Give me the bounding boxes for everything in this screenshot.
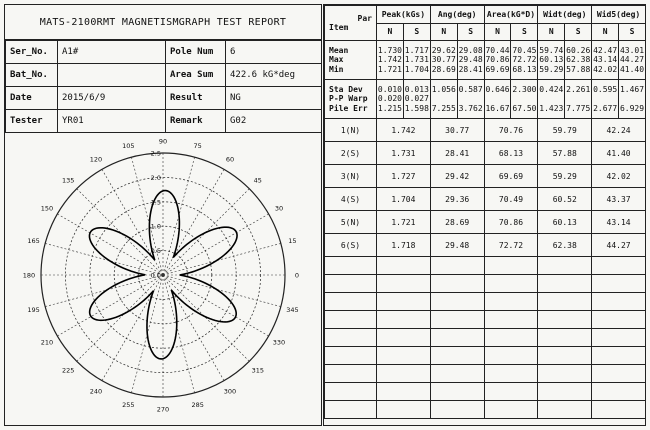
empty-cell: [592, 401, 646, 419]
s-header: S: [619, 23, 646, 41]
empty-cell: [592, 293, 646, 311]
empty-cell: [325, 329, 377, 347]
stat-value: 16.67: [485, 103, 510, 113]
pole-item: 3(N): [325, 165, 377, 188]
info-value: [58, 64, 166, 87]
info-value: 6: [226, 41, 322, 64]
stats-labels: [325, 80, 377, 119]
angle-label: 195: [27, 306, 40, 315]
angle-label: 90: [158, 137, 168, 146]
pole-widt: 60.13: [538, 211, 592, 234]
stat-label: Max: [329, 55, 344, 65]
angle-label: 75: [193, 142, 202, 151]
info-label: Tester: [6, 110, 58, 133]
angle-label: 30: [274, 204, 284, 213]
info-value: YR01: [58, 110, 166, 133]
column-header: Wid5(deg): [592, 6, 646, 24]
pole-peak: 1.727: [377, 165, 431, 188]
empty-row: [325, 275, 646, 293]
pole-ang: 29.42: [430, 165, 484, 188]
pole-ang: 29.48: [430, 234, 484, 257]
info-label: Remark: [166, 110, 226, 133]
par-item-header: [325, 6, 377, 41]
column-header: Area(kG*D): [484, 6, 538, 24]
stats-row-mean-max-min: [325, 41, 646, 80]
stat-value: 1.598: [404, 103, 429, 113]
pole-area: 70.49: [484, 188, 538, 211]
angle-label: 210: [40, 338, 54, 347]
stat-value: 1.704: [404, 64, 429, 74]
empty-cell: [325, 365, 377, 383]
pole-peak: 1.742: [377, 119, 431, 142]
stat-value: 29.48: [458, 55, 483, 65]
empty-cell: [592, 383, 646, 401]
stat-label: Min: [329, 64, 344, 74]
stat-cell: [592, 41, 619, 80]
stat-cell: [430, 80, 457, 119]
stat-value: [592, 94, 618, 104]
info-value: 422.6 kG*deg: [226, 64, 322, 87]
empty-row: [325, 329, 646, 347]
angle-label: 150: [40, 204, 54, 213]
stat-value: 28.69: [431, 64, 456, 74]
info-row: [6, 64, 322, 87]
stat-value: 44.27: [619, 55, 645, 65]
stat-value: [431, 94, 457, 104]
n-header: N: [377, 23, 404, 41]
stat-value: 59.29: [539, 64, 564, 74]
radial-tick-label: 1.5: [150, 198, 161, 207]
info-label: Pole Num: [166, 41, 226, 64]
empty-cell: [377, 293, 431, 311]
stat-cell: [403, 80, 430, 119]
empty-cell: [484, 329, 538, 347]
stat-value: 0.013: [404, 84, 429, 94]
angle-label: 135: [61, 176, 75, 185]
pole-wid5: 41.40: [592, 142, 646, 165]
pole-peak: 1.718: [377, 234, 431, 257]
pole-area: 68.13: [484, 142, 538, 165]
angle-label: 120: [89, 155, 103, 164]
empty-cell: [325, 401, 377, 419]
pole-area: 70.76: [484, 119, 538, 142]
pole-wid5: 43.37: [592, 188, 646, 211]
info-label: Ser_No.: [6, 41, 58, 64]
polar-spoke: [163, 243, 281, 275]
pole-ang: 28.69: [430, 211, 484, 234]
radial-tick-label: 0.0: [150, 271, 161, 280]
polar-spoke: [163, 275, 269, 336]
empty-cell: [538, 401, 592, 419]
pole-peak: 1.731: [377, 142, 431, 165]
stat-value: 1.731: [404, 55, 429, 65]
polar-chart-area: [5, 126, 321, 425]
pole-peak: 1.704: [377, 188, 431, 211]
empty-cell: [484, 311, 538, 329]
pole-row: [325, 142, 646, 165]
stat-cell: [457, 41, 484, 80]
radial-tick-label: 2.5: [150, 149, 161, 158]
stat-cell: [430, 41, 457, 80]
empty-cell: [377, 383, 431, 401]
par-label: Par: [357, 14, 372, 23]
stat-value: 60.26: [566, 45, 591, 55]
stat-value: [485, 94, 511, 104]
info-value: A1#: [58, 41, 166, 64]
stat-cell: [377, 80, 404, 119]
pole-item: 6(S): [325, 234, 377, 257]
angle-label: 225: [61, 366, 75, 375]
empty-cell: [538, 365, 592, 383]
pole-widt: 57.88: [538, 142, 592, 165]
stat-value: 0.020: [377, 94, 402, 104]
stat-value: 57.88: [566, 64, 591, 74]
info-value: NG: [226, 87, 322, 110]
stat-cell: [538, 80, 565, 119]
angle-label: 165: [27, 236, 40, 245]
empty-cell: [325, 383, 377, 401]
pole-item: 2(S): [325, 142, 377, 165]
stats-labels: [325, 41, 377, 80]
stat-cell: [619, 41, 646, 80]
stat-value: 0.646: [485, 84, 510, 94]
pole-wid5: 42.02: [592, 165, 646, 188]
empty-cell: [592, 257, 646, 275]
stat-cell: [592, 80, 619, 119]
empty-row: [325, 383, 646, 401]
empty-row: [325, 311, 646, 329]
stat-value: 7.255: [431, 103, 456, 113]
stat-value: 70.86: [485, 55, 510, 65]
stat-value: 43.14: [593, 55, 618, 65]
column-header: Ang(deg): [430, 6, 484, 24]
pole-area: 70.86: [484, 211, 538, 234]
polar-spoke: [45, 243, 163, 275]
stat-value: 43.01: [619, 45, 645, 55]
stat-value: 70.45: [512, 45, 537, 55]
stat-cell: [619, 80, 646, 119]
stat-cell: [511, 41, 538, 80]
pole-peak: 1.721: [377, 211, 431, 234]
stat-value: [565, 94, 591, 104]
empty-cell: [484, 383, 538, 401]
empty-cell: [592, 275, 646, 293]
s-header: S: [511, 23, 538, 41]
info-table: [5, 40, 322, 133]
empty-row: [325, 347, 646, 365]
pole-row: [325, 165, 646, 188]
stat-value: 0.595: [593, 84, 618, 94]
empty-cell: [592, 365, 646, 383]
empty-cell: [325, 275, 377, 293]
stat-value: 1.730: [377, 45, 402, 55]
angle-label: 60: [225, 155, 235, 164]
stat-cell: [484, 41, 511, 80]
pole-item: 5(N): [325, 211, 377, 234]
stat-label: Pile Err: [329, 103, 368, 113]
column-header: Widt(deg): [538, 6, 592, 24]
stat-cell: [565, 80, 592, 119]
empty-cell: [484, 347, 538, 365]
pole-item: 4(S): [325, 188, 377, 211]
stat-value: 1.467: [619, 84, 645, 94]
polar-spoke: [57, 214, 163, 275]
empty-cell: [325, 347, 377, 365]
stat-value: 3.762: [458, 103, 483, 113]
empty-cell: [484, 257, 538, 275]
stat-value: 0.027: [404, 94, 429, 104]
stat-value: 59.74: [539, 45, 564, 55]
angle-label: 240: [89, 387, 103, 396]
angle-label: 330: [272, 338, 286, 347]
stat-value: 1.742: [377, 55, 402, 65]
stat-value: 0.587: [458, 84, 483, 94]
empty-cell: [377, 347, 431, 365]
n-header: N: [484, 23, 511, 41]
empty-row: [325, 293, 646, 311]
pole-row: [325, 234, 646, 257]
stat-value: [619, 94, 645, 104]
polar-spoke: [163, 169, 224, 275]
empty-row: [325, 365, 646, 383]
empty-cell: [430, 329, 484, 347]
report-left-panel: [4, 4, 322, 426]
angle-label: 15: [288, 236, 297, 245]
report-title: MATS-2100RMT MAGNETISMGRAPH TEST REPORT: [5, 5, 321, 40]
s-header: S: [457, 23, 484, 41]
empty-cell: [377, 401, 431, 419]
empty-cell: [484, 293, 538, 311]
angle-label: 285: [191, 400, 204, 409]
polar-spoke: [45, 275, 163, 307]
stat-label: P-P Warp: [329, 94, 368, 104]
angle-label: 180: [22, 271, 36, 280]
stat-cell: [484, 80, 511, 119]
empty-cell: [484, 401, 538, 419]
pole-area: 69.69: [484, 165, 538, 188]
info-value: 2015/6/9: [58, 87, 166, 110]
angle-label: 255: [122, 400, 135, 409]
radial-tick-label: 1.0: [150, 222, 161, 231]
stat-value: 0.424: [539, 84, 564, 94]
empty-cell: [377, 311, 431, 329]
empty-cell: [538, 347, 592, 365]
pole-widt: 62.38: [538, 234, 592, 257]
stat-value: 2.300: [512, 84, 537, 94]
empty-row: [325, 257, 646, 275]
header-row: [325, 6, 646, 24]
pole-widt: 59.79: [538, 119, 592, 142]
empty-cell: [430, 257, 484, 275]
info-label: Bat_No.: [6, 64, 58, 87]
s-header: S: [403, 23, 430, 41]
empty-cell: [592, 329, 646, 347]
stat-cell: [565, 41, 592, 80]
stat-value: 41.40: [619, 64, 645, 74]
angle-label: 300: [223, 387, 237, 396]
stat-value: 42.02: [593, 64, 618, 74]
pole-ang: 29.36: [430, 188, 484, 211]
empty-cell: [325, 293, 377, 311]
empty-cell: [538, 329, 592, 347]
info-label: Date: [6, 87, 58, 110]
info-value: G02: [226, 110, 322, 133]
stat-value: 28.41: [458, 64, 483, 74]
pole-wid5: 42.24: [592, 119, 646, 142]
pole-row: [325, 188, 646, 211]
pole-row: [325, 119, 646, 142]
pole-wid5: 44.27: [592, 234, 646, 257]
stat-value: 1.056: [431, 84, 456, 94]
stat-value: 42.47: [593, 45, 618, 55]
stat-cell: [403, 41, 430, 80]
n-header: N: [430, 23, 457, 41]
stat-label: Mean: [329, 45, 349, 55]
stat-label: Sta Dev: [329, 84, 363, 94]
polar-spoke: [163, 275, 195, 393]
stat-value: 70.44: [485, 45, 510, 55]
empty-cell: [430, 383, 484, 401]
s-header: S: [565, 23, 592, 41]
pole-widt: 60.52: [538, 188, 592, 211]
stat-value: 30.77: [431, 55, 456, 65]
stats-row-dev-warp-err: [325, 80, 646, 119]
angle-label: 105: [122, 142, 135, 151]
info-row: [6, 87, 322, 110]
info-row: [6, 41, 322, 64]
empty-cell: [538, 257, 592, 275]
stat-value: [458, 94, 484, 104]
angle-label: 0: [294, 271, 300, 280]
report-right-panel: [323, 4, 646, 426]
radial-tick-label: 2.0: [150, 173, 161, 182]
stat-value: 68.13: [512, 64, 537, 74]
stat-value: 62.38: [566, 55, 591, 65]
empty-cell: [430, 293, 484, 311]
pole-row: [325, 211, 646, 234]
info-label: Result: [166, 87, 226, 110]
empty-cell: [538, 293, 592, 311]
empty-cell: [430, 311, 484, 329]
stat-cell: [538, 41, 565, 80]
polar-chart: [5, 126, 321, 425]
pole-ang: 30.77: [430, 119, 484, 142]
empty-cell: [484, 275, 538, 293]
stat-value: [538, 94, 564, 104]
stat-cell: [511, 80, 538, 119]
stat-cell: [377, 41, 404, 80]
empty-cell: [325, 311, 377, 329]
pole-area: 72.72: [484, 234, 538, 257]
stat-value: 2.677: [593, 103, 618, 113]
stat-value: 2.261: [566, 84, 591, 94]
stat-value: 6.929: [619, 103, 645, 113]
angle-label: 270: [156, 405, 170, 414]
stat-value: 1.215: [377, 103, 402, 113]
empty-cell: [538, 275, 592, 293]
n-header: N: [592, 23, 619, 41]
stat-value: 67.50: [512, 103, 537, 113]
empty-cell: [377, 257, 431, 275]
stat-cell: [457, 80, 484, 119]
angle-label: 315: [251, 366, 265, 375]
angle-label: 45: [253, 176, 262, 185]
stat-value: 60.13: [539, 55, 564, 65]
empty-cell: [430, 365, 484, 383]
stat-value: 69.69: [485, 64, 510, 74]
stat-value: [511, 94, 537, 104]
empty-cell: [538, 383, 592, 401]
radial-tick-label: 0.5: [150, 247, 161, 256]
empty-cell: [430, 401, 484, 419]
column-header: Peak(kGs): [377, 6, 431, 24]
empty-cell: [484, 365, 538, 383]
empty-cell: [377, 329, 431, 347]
n-header: N: [538, 23, 565, 41]
stat-value: 1.717: [404, 45, 429, 55]
empty-cell: [592, 347, 646, 365]
empty-cell: [592, 311, 646, 329]
pole-wid5: 43.14: [592, 211, 646, 234]
empty-cell: [377, 365, 431, 383]
stat-value: 1.721: [377, 64, 402, 74]
empty-cell: [430, 347, 484, 365]
empty-cell: [538, 311, 592, 329]
polar-spoke: [163, 275, 281, 307]
empty-cell: [430, 275, 484, 293]
empty-cell: [325, 257, 377, 275]
stat-value: 72.72: [512, 55, 537, 65]
pole-item: 1(N): [325, 119, 377, 142]
stat-value: 0.010: [377, 84, 402, 94]
empty-cell: [377, 275, 431, 293]
item-label: Item: [329, 23, 349, 32]
empty-row: [325, 401, 646, 419]
results-table: [324, 5, 646, 419]
stat-value: 7.775: [566, 103, 591, 113]
stat-value: 29.08: [458, 45, 483, 55]
pole-widt: 59.29: [538, 165, 592, 188]
info-label: Area Sum: [166, 64, 226, 87]
stat-value: 1.423: [539, 103, 564, 113]
pole-ang: 28.41: [430, 142, 484, 165]
stat-value: 29.62: [431, 45, 456, 55]
angle-label: 345: [286, 306, 299, 315]
